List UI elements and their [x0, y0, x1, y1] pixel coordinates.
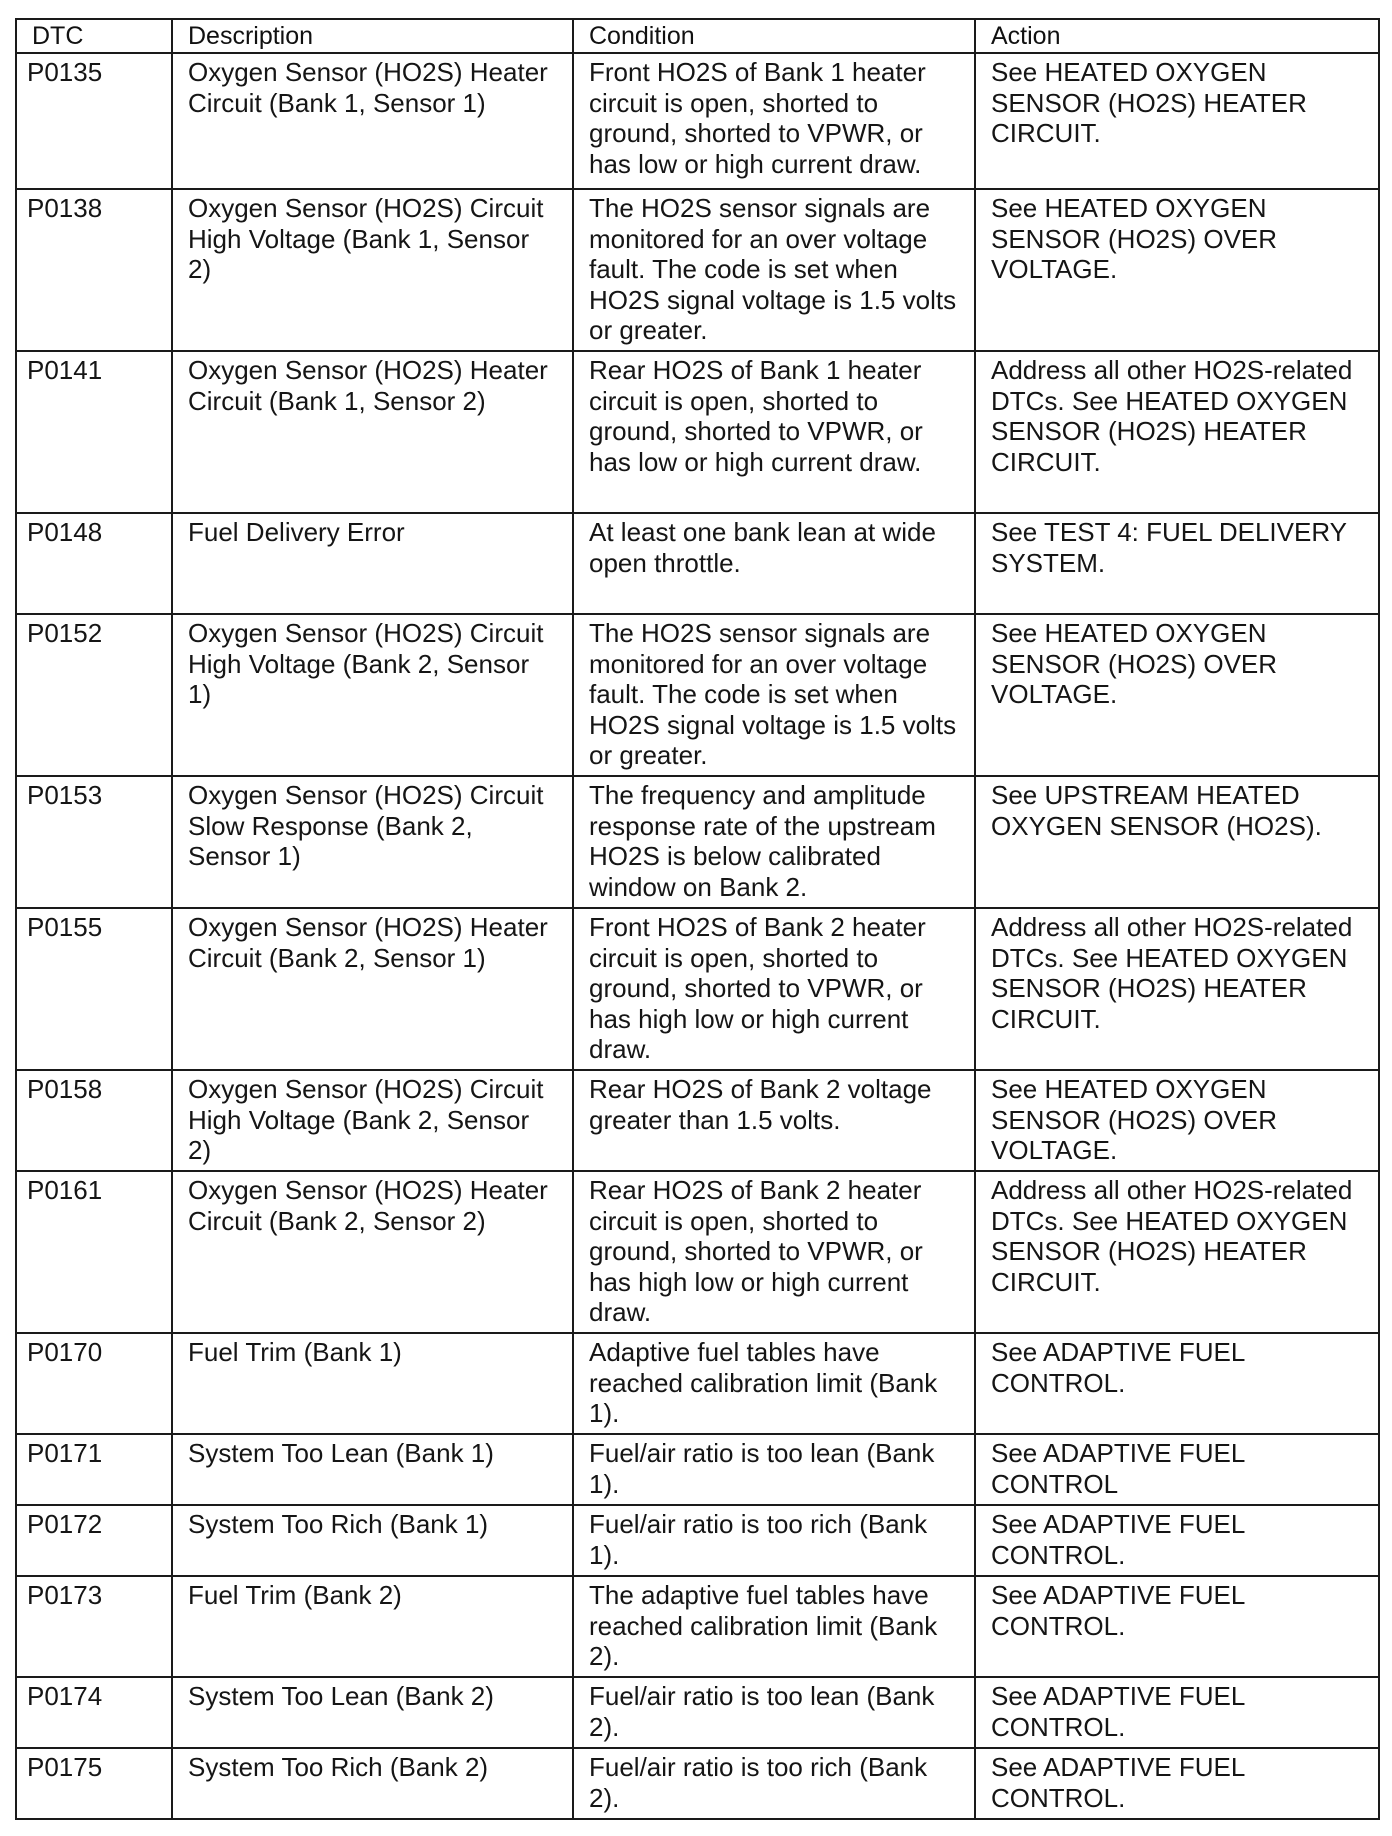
- dtc-code: P0172: [16, 1505, 172, 1576]
- dtc-condition: Rear HO2S of Bank 2 heater circuit is open, shorted to ground, shorted to VPWR, or has high low or high current draw.: [573, 1171, 975, 1333]
- table-row: [16, 1434, 1379, 1505]
- dtc-condition: The frequency and amplitude response rate of the upstream HO2S is below calibrated window on Bank 2.: [573, 776, 975, 908]
- dtc-action: See TEST 4: FUEL DELIVERY SYSTEM.: [975, 513, 1379, 614]
- dtc-condition: Rear HO2S of Bank 2 voltage greater than 1.5 volts.: [573, 1070, 975, 1171]
- header-action: Action: [975, 19, 1379, 53]
- dtc-code: P0138: [16, 189, 172, 351]
- table-row: [16, 1505, 1379, 1576]
- document-page: [15, 18, 1378, 1820]
- dtc-action: See ADAPTIVE FUEL CONTROL.: [975, 1576, 1379, 1677]
- dtc-action: See HEATED OXYGEN SENSOR (HO2S) HEATER CIRCUIT.: [975, 53, 1379, 189]
- dtc-action: See ADAPTIVE FUEL CONTROL.: [975, 1677, 1379, 1748]
- dtc-code: P0155: [16, 908, 172, 1070]
- dtc-condition: Adaptive fuel tables have reached calibration limit (Bank 1).: [573, 1333, 975, 1434]
- dtc-code: P0152: [16, 614, 172, 776]
- dtc-condition: Front HO2S of Bank 2 heater circuit is open, shorted to ground, shorted to VPWR, or has high low or high current draw.: [573, 908, 975, 1070]
- header-dtc: DTC: [16, 19, 172, 53]
- dtc-description: Oxygen Sensor (HO2S) Circuit High Voltage (Bank 2, Sensor 2): [172, 1070, 573, 1171]
- dtc-code: P0161: [16, 1171, 172, 1333]
- dtc-description: Oxygen Sensor (HO2S) Circuit High Voltage (Bank 1, Sensor 2): [172, 189, 573, 351]
- dtc-description: Fuel Trim (Bank 2): [172, 1576, 573, 1677]
- dtc-condition: The HO2S sensor signals are monitored for an over voltage fault. The code is set when HO2S signal voltage is 1.5 volts or greater.: [573, 614, 975, 776]
- table-row: [16, 189, 1379, 351]
- table-row: [16, 1171, 1379, 1333]
- dtc-action: See HEATED OXYGEN SENSOR (HO2S) OVER VOLTAGE.: [975, 1070, 1379, 1171]
- dtc-action: Address all other HO2S-related DTCs. See HEATED OXYGEN SENSOR (HO2S) HEATER CIRCUIT.: [975, 908, 1379, 1070]
- dtc-description: System Too Lean (Bank 2): [172, 1677, 573, 1748]
- dtc-condition: Front HO2S of Bank 1 heater circuit is open, shorted to ground, shorted to VPWR, or has low or high current draw.: [573, 53, 975, 189]
- table-header-row: [16, 19, 1379, 53]
- dtc-description: Oxygen Sensor (HO2S) Circuit High Voltage (Bank 2, Sensor 1): [172, 614, 573, 776]
- dtc-description: Oxygen Sensor (HO2S) Heater Circuit (Bank 1, Sensor 2): [172, 351, 573, 513]
- dtc-action: See HEATED OXYGEN SENSOR (HO2S) OVER VOLTAGE.: [975, 189, 1379, 351]
- header-description: Description: [172, 19, 573, 53]
- dtc-action: Address all other HO2S-related DTCs. See HEATED OXYGEN SENSOR (HO2S) HEATER CIRCUIT.: [975, 1171, 1379, 1333]
- dtc-code: P0173: [16, 1576, 172, 1677]
- dtc-code: P0135: [16, 53, 172, 189]
- dtc-description: System Too Lean (Bank 1): [172, 1434, 573, 1505]
- dtc-condition: Fuel/air ratio is too rich (Bank 2).: [573, 1748, 975, 1819]
- dtc-code: P0153: [16, 776, 172, 908]
- dtc-description: Oxygen Sensor (HO2S) Heater Circuit (Bank 2, Sensor 1): [172, 908, 573, 1070]
- dtc-code: P0175: [16, 1748, 172, 1819]
- header-condition: Condition: [573, 19, 975, 53]
- table-row: [16, 1677, 1379, 1748]
- dtc-condition: Rear HO2S of Bank 1 heater circuit is open, shorted to ground, shorted to VPWR, or has low or high current draw.: [573, 351, 975, 513]
- dtc-condition: The adaptive fuel tables have reached calibration limit (Bank 2).: [573, 1576, 975, 1677]
- dtc-description: Oxygen Sensor (HO2S) Heater Circuit (Bank 1, Sensor 1): [172, 53, 573, 189]
- table-row: [16, 1333, 1379, 1434]
- dtc-description: System Too Rich (Bank 2): [172, 1748, 573, 1819]
- dtc-code: P0171: [16, 1434, 172, 1505]
- dtc-action: See HEATED OXYGEN SENSOR (HO2S) OVER VOLTAGE.: [975, 614, 1379, 776]
- dtc-description: Oxygen Sensor (HO2S) Circuit Slow Response (Bank 2, Sensor 1): [172, 776, 573, 908]
- dtc-code: P0141: [16, 351, 172, 513]
- dtc-action: See ADAPTIVE FUEL CONTROL: [975, 1434, 1379, 1505]
- dtc-condition: The HO2S sensor signals are monitored for an over voltage fault. The code is set when HO2S signal voltage is 1.5 volts or greater.: [573, 189, 975, 351]
- dtc-condition: Fuel/air ratio is too lean (Bank 1).: [573, 1434, 975, 1505]
- table-row: [16, 1748, 1379, 1819]
- dtc-condition: Fuel/air ratio is too lean (Bank 2).: [573, 1677, 975, 1748]
- table-row: [16, 1070, 1379, 1171]
- table-row: [16, 513, 1379, 614]
- dtc-action: See UPSTREAM HEATED OXYGEN SENSOR (HO2S).: [975, 776, 1379, 908]
- table-row: [16, 614, 1379, 776]
- dtc-description: System Too Rich (Bank 1): [172, 1505, 573, 1576]
- dtc-description: Fuel Trim (Bank 1): [172, 1333, 573, 1434]
- table-row: [16, 351, 1379, 513]
- dtc-code: P0148: [16, 513, 172, 614]
- table-row: [16, 776, 1379, 908]
- dtc-table: [15, 18, 1380, 1820]
- dtc-description: Oxygen Sensor (HO2S) Heater Circuit (Bank 2, Sensor 2): [172, 1171, 573, 1333]
- table-row: [16, 908, 1379, 1070]
- table-row: [16, 53, 1379, 189]
- dtc-action: See ADAPTIVE FUEL CONTROL.: [975, 1505, 1379, 1576]
- dtc-code: P0158: [16, 1070, 172, 1171]
- dtc-code: P0174: [16, 1677, 172, 1748]
- table-row: [16, 1576, 1379, 1677]
- dtc-action: See ADAPTIVE FUEL CONTROL.: [975, 1333, 1379, 1434]
- dtc-description: Fuel Delivery Error: [172, 513, 573, 614]
- dtc-action: Address all other HO2S-related DTCs. See HEATED OXYGEN SENSOR (HO2S) HEATER CIRCUIT.: [975, 351, 1379, 513]
- dtc-action: See ADAPTIVE FUEL CONTROL.: [975, 1748, 1379, 1819]
- dtc-condition: At least one bank lean at wide open throttle.: [573, 513, 975, 614]
- dtc-condition: Fuel/air ratio is too rich (Bank 1).: [573, 1505, 975, 1576]
- dtc-code: P0170: [16, 1333, 172, 1434]
